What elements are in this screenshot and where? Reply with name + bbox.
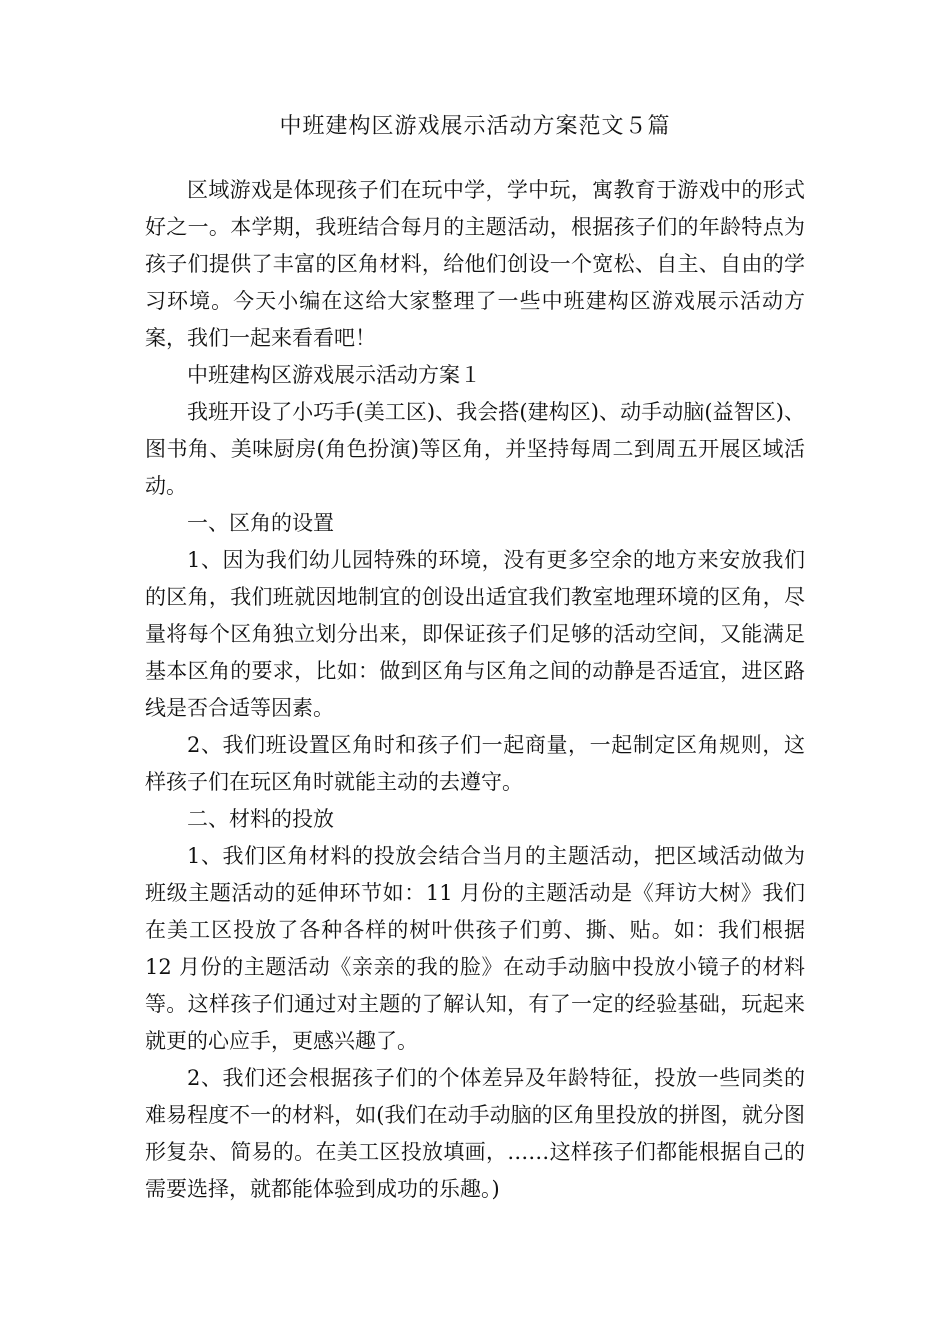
section-title-plan-1: 中班建构区游戏展示活动方案１ <box>187 363 481 387</box>
section-heading-materials: 二、材料的投放 <box>187 807 334 831</box>
body-paragraph: 2、我们还会根据孩子们的个体差异及年龄特征，投放一些同类的难易程度不一的材料，如(我们在动手动脑的区角里投放的拼图，就分图形复杂、简易的。在美工区投放填画，……这样孩子们都能根据自己的需要选择，就都能体验到成功的乐趣。) <box>145 1066 805 1201</box>
body-paragraph: 1、因为我们幼儿园特殊的环境，没有更多空余的地方来安放我们的区角，我们班就因地制宜的创设出适宜我们教室地理环境的区角，尽量将每个区角独立划分出来，即保证孩子们足够的活动空间，又能满足基本区角的要求，比如：做到区角与区角之间的动静是否适宜，进区路线是否合适等因素。 <box>145 548 805 720</box>
body-paragraph: 2、我们班设置区角时和孩子们一起商量，一起制定区角规则，这样孩子们在玩区角时就能主动的去遵守。 <box>145 733 805 794</box>
document-body <box>145 172 805 1208</box>
body-paragraph: 1、我们区角材料的投放会结合当月的主题活动，把区域活动做为班级主题活动的延伸环节如：11 月份的主题活动是《拜访大树》我们在美工区投放了各种各样的树叶供孩子们剪、撕、贴。如：我们根据 12 月份的主题活动《亲亲的我的脸》在动手动脑中投放小镜子的材料等。这样孩子们通过对主题的了解认知，有了一定的经验基础，玩起来就更的心应手，更感兴趣了。 <box>145 844 805 1053</box>
intro-paragraph: 区域游戏是体现孩子们在玩中学，学中玩，寓教育于游戏中的形式好之一。本学期，我班结合每月的主题活动，根据孩子们的年龄特点为孩子们提供了丰富的区角材料，给他们创设一个宽松、自主、自由的学习环境。今天小编在这给大家整理了一些中班建构区游戏展示活动方案，我们一起来看看吧！ <box>145 178 805 350</box>
section-heading-area-setup: 一、区角的设置 <box>187 511 334 535</box>
body-paragraph: 我班开设了小巧手(美工区)、我会搭(建构区)、动手动脑(益智区)、图书角、美味厨房(角色扮演)等区角，并坚持每周二到周五开展区域活动。 <box>145 400 805 498</box>
document-title: 中班建构区游戏展示活动方案范文５篇 <box>279 114 671 139</box>
